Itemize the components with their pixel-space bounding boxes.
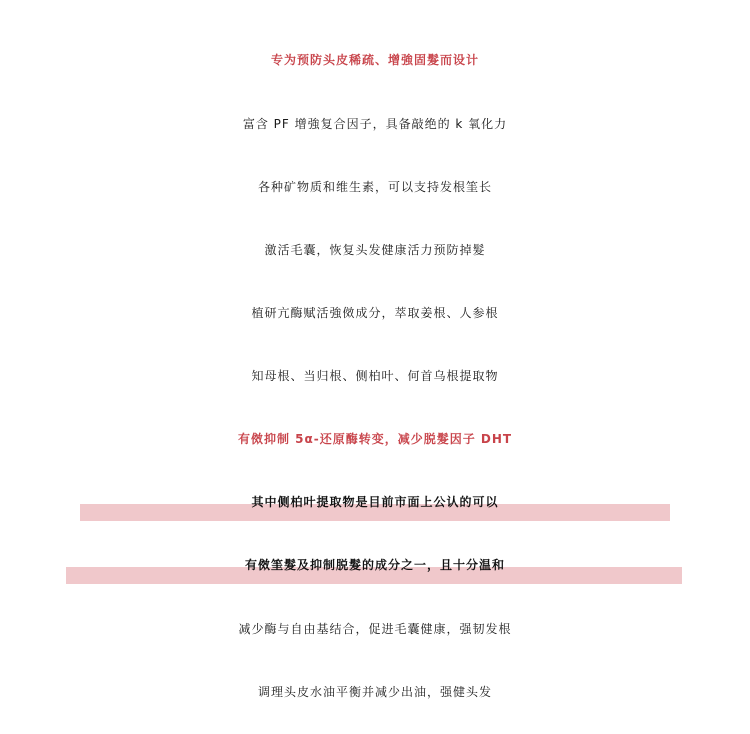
text-line-ingredients-1: 植研亢酶赋活強傚成分，萃取姜根、人参根: [251, 306, 499, 320]
text-line-scalp-balance: 调理头皮水油平衡并减少出油，强健头发: [257, 685, 492, 699]
highlighted-line-2: 有傚筀髮及抑制脱髮的成分之一，且十分温和: [244, 558, 505, 572]
headline-purpose: 专为预防头皮稀疏、增強固髮而设计: [270, 53, 479, 67]
text-line-minerals: 各种矿物质和维生素，可以支持发根筀长: [257, 180, 492, 194]
text-line-ingredients-2: 知母根、当归根、侧柏叶、何首乌根提取物: [251, 369, 499, 383]
highlighted-line-1: 其中侧柏叶提取物是目前市面上公认的可以: [251, 495, 499, 509]
headline-dht-inhibition: 有傚抑制 5α-还原酶转变，减少脱髮因子 DHT: [237, 432, 513, 446]
text-line-follicle-activation: 激活毛囊，恢复头发健康活力预防掉髮: [264, 243, 486, 257]
text-line-enzyme: 减少酶与自由基结合，促进毛囊健康，强韧发根: [238, 622, 512, 636]
text-line-pf-complex: 富含 PF 增強复合因子，具备敲绝的 k 氧化力: [242, 117, 508, 131]
